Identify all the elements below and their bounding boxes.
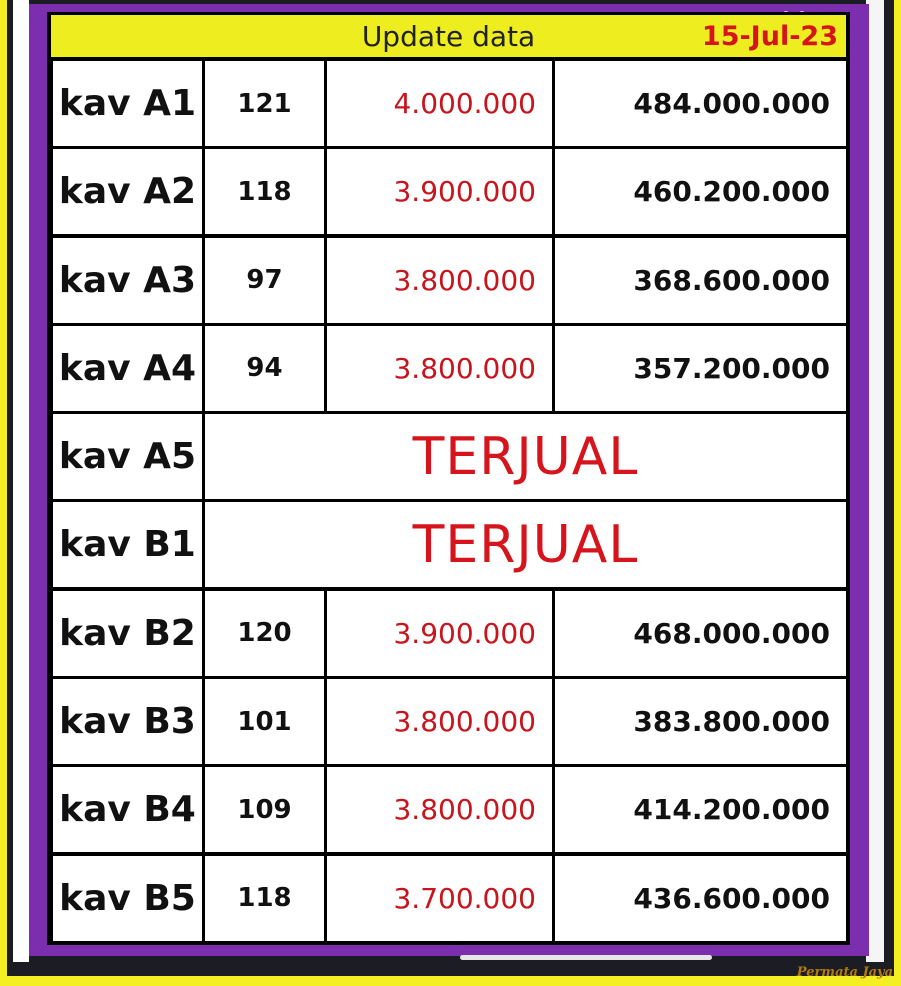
total-price: 484.000.000 <box>555 61 846 146</box>
table-row <box>53 61 846 146</box>
table-row <box>53 502 846 587</box>
total-price: 368.600.000 <box>555 238 846 323</box>
table-row <box>53 238 846 323</box>
table-row <box>53 414 846 499</box>
total-price: 436.600.000 <box>555 856 846 941</box>
lot-area: 94 <box>205 326 324 411</box>
price-per-unit: 3.800.000 <box>327 679 552 764</box>
total-price: 468.000.000 <box>555 591 846 676</box>
lot-area: 97 <box>205 238 324 323</box>
sold-label: TERJUAL <box>205 502 846 587</box>
lot-area: 118 <box>205 149 324 234</box>
update-date: 15-Jul-23 <box>701 21 838 52</box>
table-row <box>53 149 846 234</box>
table-header <box>51 15 846 57</box>
lot-name: kav A3 <box>53 238 202 323</box>
table-row <box>53 591 846 676</box>
lot-name: kav B4 <box>53 767 202 852</box>
price-per-unit: 4.000.000 <box>327 61 552 146</box>
lot-area: 121 <box>205 61 324 146</box>
table-row <box>53 856 846 941</box>
price-per-unit: 3.900.000 <box>327 591 552 676</box>
total-price: 383.800.000 <box>555 679 846 764</box>
price-per-unit: 3.800.000 <box>327 767 552 852</box>
price-table <box>53 61 846 944</box>
lot-name: kav B2 <box>53 591 202 676</box>
lot-area: 109 <box>205 767 324 852</box>
price-per-unit: 3.700.000 <box>327 856 552 941</box>
sold-label: TERJUAL <box>205 414 846 499</box>
lot-area: 118 <box>205 856 324 941</box>
lot-name: kav B3 <box>53 679 202 764</box>
lot-area: 101 <box>205 679 324 764</box>
lot-name: kav B1 <box>53 502 202 587</box>
price-per-unit: 3.800.000 <box>327 238 552 323</box>
left-edge <box>13 0 29 962</box>
lot-area: 120 <box>205 591 324 676</box>
table-row <box>53 326 846 411</box>
table-row <box>53 767 846 852</box>
total-price: 414.200.000 <box>555 767 846 852</box>
lot-name: kav A2 <box>53 149 202 234</box>
total-price: 460.200.000 <box>555 149 846 234</box>
price-per-unit: 3.800.000 <box>327 326 552 411</box>
total-price: 357.200.000 <box>555 326 846 411</box>
lot-name: kav A4 <box>53 326 202 411</box>
home-indicator <box>460 955 712 960</box>
table-row <box>53 679 846 764</box>
header-title: Update data <box>361 20 536 53</box>
lot-name: kav B5 <box>53 856 202 941</box>
watermark: Permata Jaya <box>796 965 893 980</box>
lot-name: kav A5 <box>53 414 202 499</box>
price-per-unit: 3.900.000 <box>327 149 552 234</box>
lot-name: kav A1 <box>53 61 202 146</box>
